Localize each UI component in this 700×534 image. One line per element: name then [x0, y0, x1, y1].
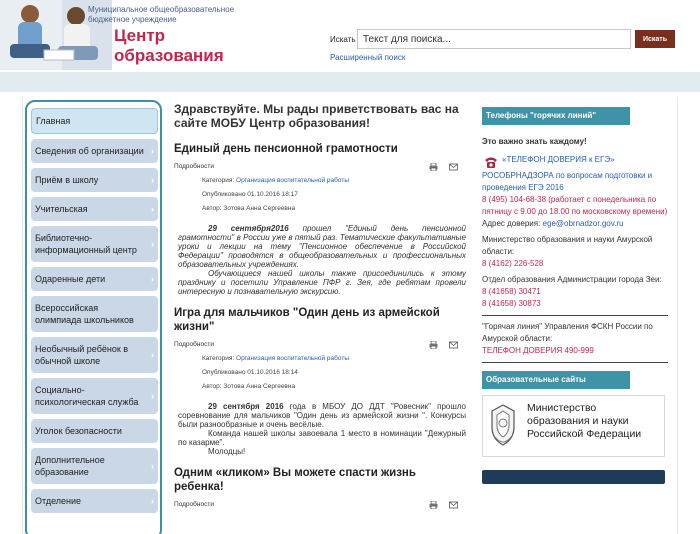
- org-subtitle: Муниципальное общеобразовательное бюджетное учреждение: [88, 5, 235, 24]
- article-details-row: [174, 160, 466, 174]
- spacer: [174, 296, 466, 306]
- chevron-right-icon: ›: [151, 204, 154, 214]
- details-label: Подробности: [174, 341, 214, 348]
- sidebar-item-extra-education[interactable]: [31, 448, 158, 484]
- print-icon[interactable]: [429, 341, 438, 349]
- article-paragraph: Молодцы!: [208, 447, 246, 456]
- ministry-amur-phone: 8 (4162) 226-528: [482, 259, 544, 268]
- ministry-banner-link[interactable]: [482, 395, 665, 457]
- article: [174, 142, 466, 296]
- hotlines-heading: Телефоны "горячих линий": [482, 107, 630, 125]
- sidebar-item-admission[interactable]: [31, 168, 158, 192]
- category-label: Категория:: [202, 355, 235, 362]
- article-paragraph: Обучающиеся нашей школы также присоединились к этому празднику и посетили Управление ПФР г. Зея, где ребятам провели интересную и познавательную экскурсию.: [178, 269, 466, 296]
- divider: [482, 315, 668, 316]
- sidebar-item-label: Библиотечно-информационный центр: [35, 233, 137, 255]
- sidebar-item-psych-service[interactable]: [31, 378, 158, 414]
- ministry-amur-title: Министерство образования и науки Амурской области:: [482, 235, 653, 256]
- sidebar-item-olympiad[interactable]: [31, 296, 158, 332]
- article: [174, 306, 466, 456]
- sidebar-item-label: Сведения об организации: [35, 146, 144, 156]
- article-author: Автор: Зотова Анна Сергеевна: [202, 205, 296, 212]
- header-band: [0, 72, 700, 92]
- chevron-right-icon: ›: [151, 239, 154, 249]
- email-icon[interactable]: [449, 163, 458, 171]
- article-date: 29 сентября 2016: [208, 402, 284, 411]
- sidebar-item-label: Уголок безопасности: [35, 426, 122, 436]
- email-icon[interactable]: [449, 501, 458, 509]
- edu-sites-heading: Образовательные сайты: [482, 371, 630, 389]
- sidebar-item-home[interactable]: [31, 108, 158, 134]
- sidebar-item-gifted[interactable]: [31, 267, 158, 291]
- sidebar-item-label: Всероссийская олимпиада школьников: [35, 303, 134, 325]
- chevron-right-icon: ›: [151, 175, 154, 185]
- ege-email-link[interactable]: ege@obrnadzor.gov.ru: [542, 219, 624, 228]
- search-input[interactable]: [357, 29, 631, 49]
- article-title-text: Игра для мальчиков "Один день из армейской жизни": [174, 307, 440, 333]
- coat-of-arms-icon: [486, 401, 520, 449]
- chevron-right-icon: ›: [151, 146, 154, 156]
- article-tools: [420, 161, 458, 175]
- article-paragraph: прошел "Единый день пенсионной грамотности" в России уже в пятый раз. Тематические факультативные уроки и лекции на тему "Пенсионное обеспечение в Российской Федерации" проводятся в общеобразовательных и профессиональных образовательных учреждениях.: [178, 224, 466, 269]
- fskn-title: "Горячая линия" Управления ФСКН России по Амурской области:: [482, 322, 653, 343]
- chevron-right-icon: ›: [151, 391, 154, 401]
- category-label: Категория:: [202, 177, 235, 184]
- article-details-row: [174, 498, 466, 512]
- email-label: Адрес доверия:: [482, 219, 543, 228]
- advanced-search-link[interactable]: Расширенный поиск: [330, 53, 406, 62]
- dept-title: Отдел образования Администрации города Зеи:: [482, 275, 662, 284]
- sidebar-item-label: Дополнительное образование: [35, 455, 105, 477]
- sidebar-item-label: Социально-психологическая служба: [35, 385, 139, 407]
- ege-hotline-title[interactable]: «ТЕЛЕФОН ДОВЕРИЯ к ЕГЭ» РОСОБРНАДЗОРА по вопросам подготовки и проведения ЕГЭ 2016: [482, 155, 653, 192]
- ege-hotline-phone: 8 (495) 104-68-38 (работает с понедельника по пятницу с 9.00 до 18.00 по московскому времени): [482, 195, 668, 216]
- sidebar-item-label: Главная: [36, 116, 71, 126]
- sidebar-nav: [25, 100, 162, 534]
- search-label: Искать: [330, 35, 356, 44]
- article-title[interactable]: [174, 142, 466, 156]
- article-title-text: Одним «кликом» Вы можете спасти жизнь ребенка!: [174, 467, 416, 493]
- category-link[interactable]: Организация воспитательной работы: [236, 177, 349, 184]
- article-date: 29 сентября2016: [208, 224, 289, 233]
- org-title-text: Центр образования: [114, 26, 224, 65]
- content-column: [174, 102, 466, 534]
- article-category: [174, 352, 466, 366]
- article-tools: [420, 499, 458, 513]
- dept-phone: 8 (41658) 30873: [482, 299, 541, 308]
- org-title[interactable]: [114, 26, 244, 66]
- right-column: [482, 107, 670, 534]
- ege-email-row: [482, 218, 670, 230]
- sidebar-item-label: Необычный ребёнок в обычной школе: [35, 344, 129, 366]
- article-paragraph: года в МБОУ ДО ДДТ "Ровесник" прошло соревнование для мальчиков "Один день из армейской жизни ". Конкурсы были разнообразные и очень весёлые.: [178, 402, 466, 429]
- print-icon[interactable]: [429, 501, 438, 509]
- article-details-row: [174, 338, 466, 352]
- chevron-right-icon: ›: [151, 461, 154, 471]
- dept-phone: 8 (41658) 30471: [482, 287, 541, 296]
- sidebar-item-label: Учительская: [35, 204, 88, 214]
- sidebar-item-department[interactable]: [31, 489, 158, 513]
- important-note: Это важно знать каждому!: [482, 137, 587, 146]
- sidebar-item-safety[interactable]: [31, 419, 158, 443]
- article-paragraph: Команда нашей школы завоевала 1 место в номинации "Дежурный по казарме".: [178, 429, 466, 447]
- article-body: [174, 402, 466, 456]
- article-published: Опубликовано 01.10.2016 18:14: [202, 369, 298, 376]
- article-published: Опубликовано 01.10.2016 18:17: [202, 191, 298, 198]
- sidebar-item-unusual-child[interactable]: [31, 337, 158, 373]
- chevron-right-icon: ›: [151, 274, 154, 284]
- chevron-right-icon: ›: [151, 496, 154, 506]
- search-button[interactable]: Искать: [635, 30, 675, 48]
- phone-icon: [482, 154, 500, 170]
- sidebar-item-teachers[interactable]: [31, 197, 158, 221]
- sidebar-item-label: Одаренные дети: [35, 274, 106, 284]
- chevron-right-icon: ›: [151, 350, 154, 360]
- details-label: Подробности: [174, 163, 214, 170]
- sidebar-item-label: Приём в школу: [35, 175, 99, 185]
- email-icon[interactable]: [449, 341, 458, 349]
- details-label: Подробности: [174, 501, 214, 508]
- article-tools: [420, 339, 458, 353]
- article-title[interactable]: [174, 306, 466, 334]
- site-header: [0, 0, 700, 73]
- print-icon[interactable]: [429, 163, 438, 171]
- article: [174, 466, 466, 512]
- divider: [482, 362, 668, 363]
- sidebar-item-about[interactable]: [31, 139, 158, 163]
- sidebar-item-label: Отделение: [35, 496, 82, 506]
- ege-hotline: [482, 154, 670, 194]
- category-link[interactable]: Организация воспитательной работы: [236, 355, 349, 362]
- fskn-phone: ТЕЛЕФОН ДОВЕРИЯ 490-999: [482, 346, 594, 355]
- article-body: [174, 224, 466, 296]
- ministry-banner-text: Министерство образования и науки Российской Федерации: [527, 402, 642, 440]
- next-banner[interactable]: [482, 470, 665, 484]
- welcome-heading: Здравствуйте. Мы рады приветствовать вас на сайте МОБУ Центр образования!: [174, 102, 459, 130]
- sidebar-item-library[interactable]: [31, 226, 158, 262]
- article-author: Автор: Зотова Анна Сергеевна: [202, 383, 296, 390]
- article-title[interactable]: [174, 466, 466, 494]
- article-title-text: Единый день пенсионной грамотности: [174, 143, 398, 155]
- article-category: [174, 174, 466, 188]
- spacer: [174, 456, 466, 466]
